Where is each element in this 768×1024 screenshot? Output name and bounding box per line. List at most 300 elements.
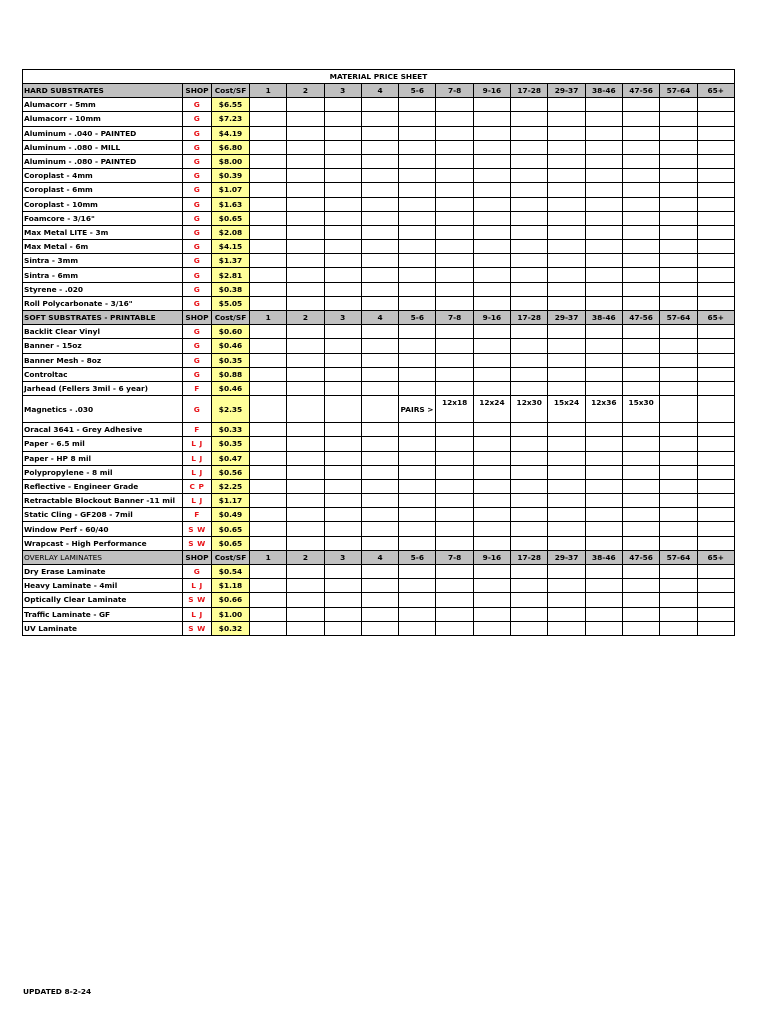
price-cell — [660, 126, 697, 140]
price-cell — [287, 494, 324, 508]
price-cell — [511, 197, 548, 211]
price-cell — [511, 169, 548, 183]
price-cell — [399, 423, 436, 437]
cost-per-sf: $7.23 — [212, 112, 250, 126]
price-cell — [548, 423, 585, 437]
price-cell — [287, 268, 324, 282]
price-cell — [250, 508, 287, 522]
price-cell — [511, 240, 548, 254]
price-cell — [622, 508, 659, 522]
shop-code: L J — [183, 451, 212, 465]
price-cell — [324, 607, 361, 621]
material-row — [23, 282, 735, 296]
qty-column-header: 5-6 — [399, 550, 436, 564]
price-cell — [548, 126, 585, 140]
cost-per-sf: $0.35 — [212, 353, 250, 367]
price-cell — [436, 98, 473, 112]
price-cell — [697, 565, 734, 579]
price-cell — [361, 465, 398, 479]
cost-per-sf: $0.65 — [212, 211, 250, 225]
qty-column-header: 7-8 — [436, 311, 473, 325]
price-cell — [473, 437, 510, 451]
section-title: OVERLAY LAMINATES — [23, 550, 183, 564]
price-cell — [473, 325, 510, 339]
price-cell — [287, 126, 324, 140]
price-cell — [660, 451, 697, 465]
price-cell — [287, 465, 324, 479]
price-cell — [548, 240, 585, 254]
qty-column-header: 9-16 — [473, 84, 510, 98]
price-cell — [548, 154, 585, 168]
price-cell — [697, 451, 734, 465]
material-row — [23, 225, 735, 239]
price-cell — [324, 140, 361, 154]
qty-column-header: 1 — [250, 550, 287, 564]
price-cell — [660, 254, 697, 268]
price-cell — [697, 268, 734, 282]
price-cell — [585, 593, 622, 607]
price-cell — [585, 126, 622, 140]
price-cell — [548, 140, 585, 154]
qty-column-header: 9-16 — [473, 550, 510, 564]
qty-column-header: 1 — [250, 311, 287, 325]
price-cell — [324, 381, 361, 395]
price-cell — [473, 353, 510, 367]
price-cell — [697, 211, 734, 225]
price-cell — [548, 282, 585, 296]
price-cell — [585, 579, 622, 593]
material-row — [23, 353, 735, 367]
price-cell — [697, 437, 734, 451]
title-row — [23, 70, 735, 84]
price-cell — [548, 98, 585, 112]
price-cell — [250, 536, 287, 550]
price-cell — [697, 396, 734, 423]
price-cell — [660, 479, 697, 493]
price-cell — [697, 579, 734, 593]
price-cell — [361, 140, 398, 154]
price-cell — [585, 325, 622, 339]
price-cell — [660, 197, 697, 211]
price-cell — [287, 112, 324, 126]
qty-column-header: 47-56 — [622, 311, 659, 325]
price-cell — [660, 423, 697, 437]
price-cell — [622, 536, 659, 550]
price-cell — [660, 381, 697, 395]
price-cell — [585, 465, 622, 479]
material-name: Dry Erase Laminate — [23, 565, 183, 579]
material-row — [23, 325, 735, 339]
qty-column-header: 4 — [361, 311, 398, 325]
material-row — [23, 479, 735, 493]
shop-code: G — [183, 154, 212, 168]
price-cell — [548, 607, 585, 621]
price-cell — [436, 325, 473, 339]
pair-size-cell — [585, 396, 622, 423]
material-name: Sintra - 6mm — [23, 268, 183, 282]
price-cell — [511, 225, 548, 239]
price-cell — [399, 494, 436, 508]
price-cell — [622, 367, 659, 381]
price-cell — [511, 593, 548, 607]
price-cell — [287, 423, 324, 437]
qty-column-header: 57-64 — [660, 311, 697, 325]
material-row — [23, 197, 735, 211]
price-cell — [399, 268, 436, 282]
price-cell — [361, 593, 398, 607]
price-cell — [585, 225, 622, 239]
price-cell — [436, 211, 473, 225]
price-cell — [660, 211, 697, 225]
material-row — [23, 494, 735, 508]
price-cell — [399, 140, 436, 154]
price-cell — [436, 254, 473, 268]
price-cell — [361, 536, 398, 550]
qty-column-header: 17-28 — [511, 550, 548, 564]
cost-per-sf: $0.49 — [212, 508, 250, 522]
price-cell — [250, 381, 287, 395]
price-cell — [548, 479, 585, 493]
price-cell — [660, 621, 697, 635]
price-cell — [473, 254, 510, 268]
shop-code: C P — [183, 479, 212, 493]
price-cell — [585, 621, 622, 635]
price-cell — [548, 522, 585, 536]
pairs-label: PAIRS > — [399, 396, 436, 423]
price-cell — [287, 211, 324, 225]
price-cell — [660, 508, 697, 522]
price-cell — [511, 211, 548, 225]
price-cell — [250, 126, 287, 140]
material-row — [23, 268, 735, 282]
price-cell — [660, 593, 697, 607]
price-cell — [399, 508, 436, 522]
qty-column-header: 17-28 — [511, 311, 548, 325]
cost-per-sf: $4.19 — [212, 126, 250, 140]
price-cell — [399, 211, 436, 225]
price-cell — [250, 367, 287, 381]
cost-per-sf: $1.37 — [212, 254, 250, 268]
price-cell — [511, 112, 548, 126]
price-cell — [622, 479, 659, 493]
price-cell — [250, 211, 287, 225]
qty-column-header: 2 — [287, 311, 324, 325]
price-cell — [436, 494, 473, 508]
qty-column-header: 38-46 — [585, 311, 622, 325]
price-cell — [287, 621, 324, 635]
cost-per-sf: $2.08 — [212, 225, 250, 239]
price-cell — [548, 451, 585, 465]
material-name: Sintra - 3mm — [23, 254, 183, 268]
price-cell — [287, 536, 324, 550]
price-cell — [436, 536, 473, 550]
price-cell — [324, 522, 361, 536]
price-cell — [622, 282, 659, 296]
material-name: Aluminum - .080 - PAINTED — [23, 154, 183, 168]
material-name: Paper - 6.5 mil — [23, 437, 183, 451]
price-cell — [511, 254, 548, 268]
price-cell — [473, 339, 510, 353]
shop-code: G — [183, 254, 212, 268]
price-cell — [697, 494, 734, 508]
material-row — [23, 565, 735, 579]
price-cell — [622, 183, 659, 197]
qty-column-header: 38-46 — [585, 550, 622, 564]
price-cell — [361, 423, 398, 437]
price-cell — [511, 465, 548, 479]
price-cell — [697, 536, 734, 550]
price-cell — [324, 126, 361, 140]
material-name: Roll Polycarbonate - 3/16" — [23, 296, 183, 310]
price-cell — [585, 112, 622, 126]
shop-code: G — [183, 565, 212, 579]
price-cell — [473, 183, 510, 197]
price-cell — [511, 607, 548, 621]
price-cell — [436, 339, 473, 353]
price-cell — [697, 254, 734, 268]
qty-column-header: 29-37 — [548, 311, 585, 325]
price-cell — [250, 240, 287, 254]
price-cell — [399, 579, 436, 593]
price-cell — [511, 154, 548, 168]
cost-header: Cost/SF — [212, 84, 250, 98]
price-cell — [511, 522, 548, 536]
price-cell — [548, 508, 585, 522]
material-name: Coroplast - 6mm — [23, 183, 183, 197]
price-cell — [287, 396, 324, 423]
price-cell — [324, 240, 361, 254]
material-row — [23, 607, 735, 621]
price-cell — [622, 225, 659, 239]
price-cell — [287, 579, 324, 593]
price-cell — [660, 339, 697, 353]
price-cell — [473, 579, 510, 593]
price-cell — [361, 325, 398, 339]
price-cell — [287, 98, 324, 112]
cost-per-sf: $0.47 — [212, 451, 250, 465]
qty-column-header: 2 — [287, 550, 324, 564]
price-cell — [250, 296, 287, 310]
material-row — [23, 296, 735, 310]
price-cell — [511, 565, 548, 579]
price-cell — [436, 282, 473, 296]
price-cell — [511, 353, 548, 367]
price-cell — [697, 197, 734, 211]
price-cell — [436, 607, 473, 621]
price-cell — [697, 169, 734, 183]
price-cell — [436, 593, 473, 607]
price-cell — [622, 140, 659, 154]
material-name: Window Perf - 60/40 — [23, 522, 183, 536]
price-cell — [287, 381, 324, 395]
price-cell — [250, 282, 287, 296]
price-cell — [324, 325, 361, 339]
price-cell — [361, 367, 398, 381]
price-cell — [399, 254, 436, 268]
material-name: Aluminum - .080 - MILL — [23, 140, 183, 154]
price-cell — [511, 325, 548, 339]
cost-per-sf: $6.80 — [212, 140, 250, 154]
price-cell — [660, 437, 697, 451]
cost-per-sf: $0.88 — [212, 367, 250, 381]
price-cell — [697, 325, 734, 339]
price-cell — [622, 381, 659, 395]
price-cell — [324, 296, 361, 310]
material-name: Alumacorr - 10mm — [23, 112, 183, 126]
price-cell — [324, 225, 361, 239]
price-cell — [436, 126, 473, 140]
price-cell — [250, 621, 287, 635]
price-cell — [585, 423, 622, 437]
cost-header: Cost/SF — [212, 550, 250, 564]
price-cell — [622, 197, 659, 211]
price-cell — [473, 154, 510, 168]
shop-code: G — [183, 282, 212, 296]
price-cell — [287, 437, 324, 451]
price-cell — [622, 565, 659, 579]
qty-column-header: 5-6 — [399, 311, 436, 325]
price-cell — [324, 183, 361, 197]
material-row — [23, 423, 735, 437]
shop-code: S W — [183, 536, 212, 550]
shop-code: G — [183, 126, 212, 140]
material-row — [23, 140, 735, 154]
price-cell — [399, 381, 436, 395]
price-cell — [585, 536, 622, 550]
price-cell — [361, 494, 398, 508]
price-cell — [361, 183, 398, 197]
price-sheet-table — [22, 69, 735, 636]
price-cell — [361, 254, 398, 268]
pair-size-cell — [436, 396, 473, 423]
price-cell — [511, 268, 548, 282]
price-cell — [324, 494, 361, 508]
material-name: Backlit Clear Vinyl — [23, 325, 183, 339]
price-cell — [511, 296, 548, 310]
price-cell — [660, 240, 697, 254]
price-cell — [622, 339, 659, 353]
price-cell — [399, 240, 436, 254]
price-cell — [287, 367, 324, 381]
price-cell — [250, 396, 287, 423]
price-cell — [324, 508, 361, 522]
price-cell — [399, 98, 436, 112]
price-cell — [622, 353, 659, 367]
price-cell — [361, 296, 398, 310]
price-cell — [660, 98, 697, 112]
qty-column-header: 38-46 — [585, 84, 622, 98]
price-cell — [436, 367, 473, 381]
price-cell — [511, 579, 548, 593]
price-cell — [511, 183, 548, 197]
price-cell — [473, 607, 510, 621]
price-cell — [324, 169, 361, 183]
price-cell — [548, 536, 585, 550]
price-cell — [324, 465, 361, 479]
price-cell — [250, 593, 287, 607]
qty-column-header: 47-56 — [622, 84, 659, 98]
price-cell — [287, 197, 324, 211]
material-name: Optically Clear Laminate — [23, 593, 183, 607]
material-row — [23, 451, 735, 465]
section-header-row — [23, 311, 735, 325]
pair-size: 12x30 — [516, 398, 542, 408]
price-cell — [250, 607, 287, 621]
price-cell — [660, 140, 697, 154]
price-cell — [585, 565, 622, 579]
shop-code: F — [183, 381, 212, 395]
price-cell — [399, 282, 436, 296]
price-cell — [511, 98, 548, 112]
pair-size-cell — [511, 396, 548, 423]
cost-per-sf: $0.60 — [212, 325, 250, 339]
price-cell — [622, 240, 659, 254]
price-cell — [436, 437, 473, 451]
price-cell — [361, 353, 398, 367]
shop-code: L J — [183, 607, 212, 621]
material-row — [23, 465, 735, 479]
price-cell — [473, 621, 510, 635]
shop-code: G — [183, 197, 212, 211]
price-cell — [622, 579, 659, 593]
price-cell — [436, 353, 473, 367]
price-cell — [287, 479, 324, 493]
cost-per-sf: $0.32 — [212, 621, 250, 635]
price-cell — [585, 154, 622, 168]
qty-column-header: 9-16 — [473, 311, 510, 325]
price-cell — [250, 423, 287, 437]
cost-per-sf: $0.46 — [212, 339, 250, 353]
price-cell — [548, 621, 585, 635]
price-cell — [399, 607, 436, 621]
qty-column-header: 17-28 — [511, 84, 548, 98]
price-cell — [660, 169, 697, 183]
price-cell — [697, 381, 734, 395]
price-cell — [287, 169, 324, 183]
cost-per-sf: $1.18 — [212, 579, 250, 593]
qty-column-header: 7-8 — [436, 550, 473, 564]
price-cell — [697, 339, 734, 353]
cost-per-sf: $1.17 — [212, 494, 250, 508]
price-cell — [511, 381, 548, 395]
cost-per-sf: $1.00 — [212, 607, 250, 621]
price-cell — [511, 126, 548, 140]
price-cell — [250, 339, 287, 353]
price-cell — [548, 381, 585, 395]
shop-code: G — [183, 183, 212, 197]
updated-date: UPDATED 8-2-24 — [23, 987, 92, 996]
price-cell — [697, 126, 734, 140]
price-cell — [697, 621, 734, 635]
price-cell — [473, 381, 510, 395]
price-cell — [511, 494, 548, 508]
price-cell — [473, 282, 510, 296]
material-name: Paper - HP 8 mil — [23, 451, 183, 465]
price-cell — [660, 353, 697, 367]
material-name: Polypropylene - 8 mil — [23, 465, 183, 479]
price-cell — [436, 225, 473, 239]
price-cell — [473, 240, 510, 254]
price-cell — [622, 211, 659, 225]
price-cell — [622, 254, 659, 268]
price-cell — [585, 367, 622, 381]
price-cell — [697, 282, 734, 296]
section-header-row — [23, 84, 735, 98]
price-cell — [473, 112, 510, 126]
price-cell — [622, 607, 659, 621]
price-cell — [250, 494, 287, 508]
pair-size: 12x18 — [441, 398, 468, 408]
